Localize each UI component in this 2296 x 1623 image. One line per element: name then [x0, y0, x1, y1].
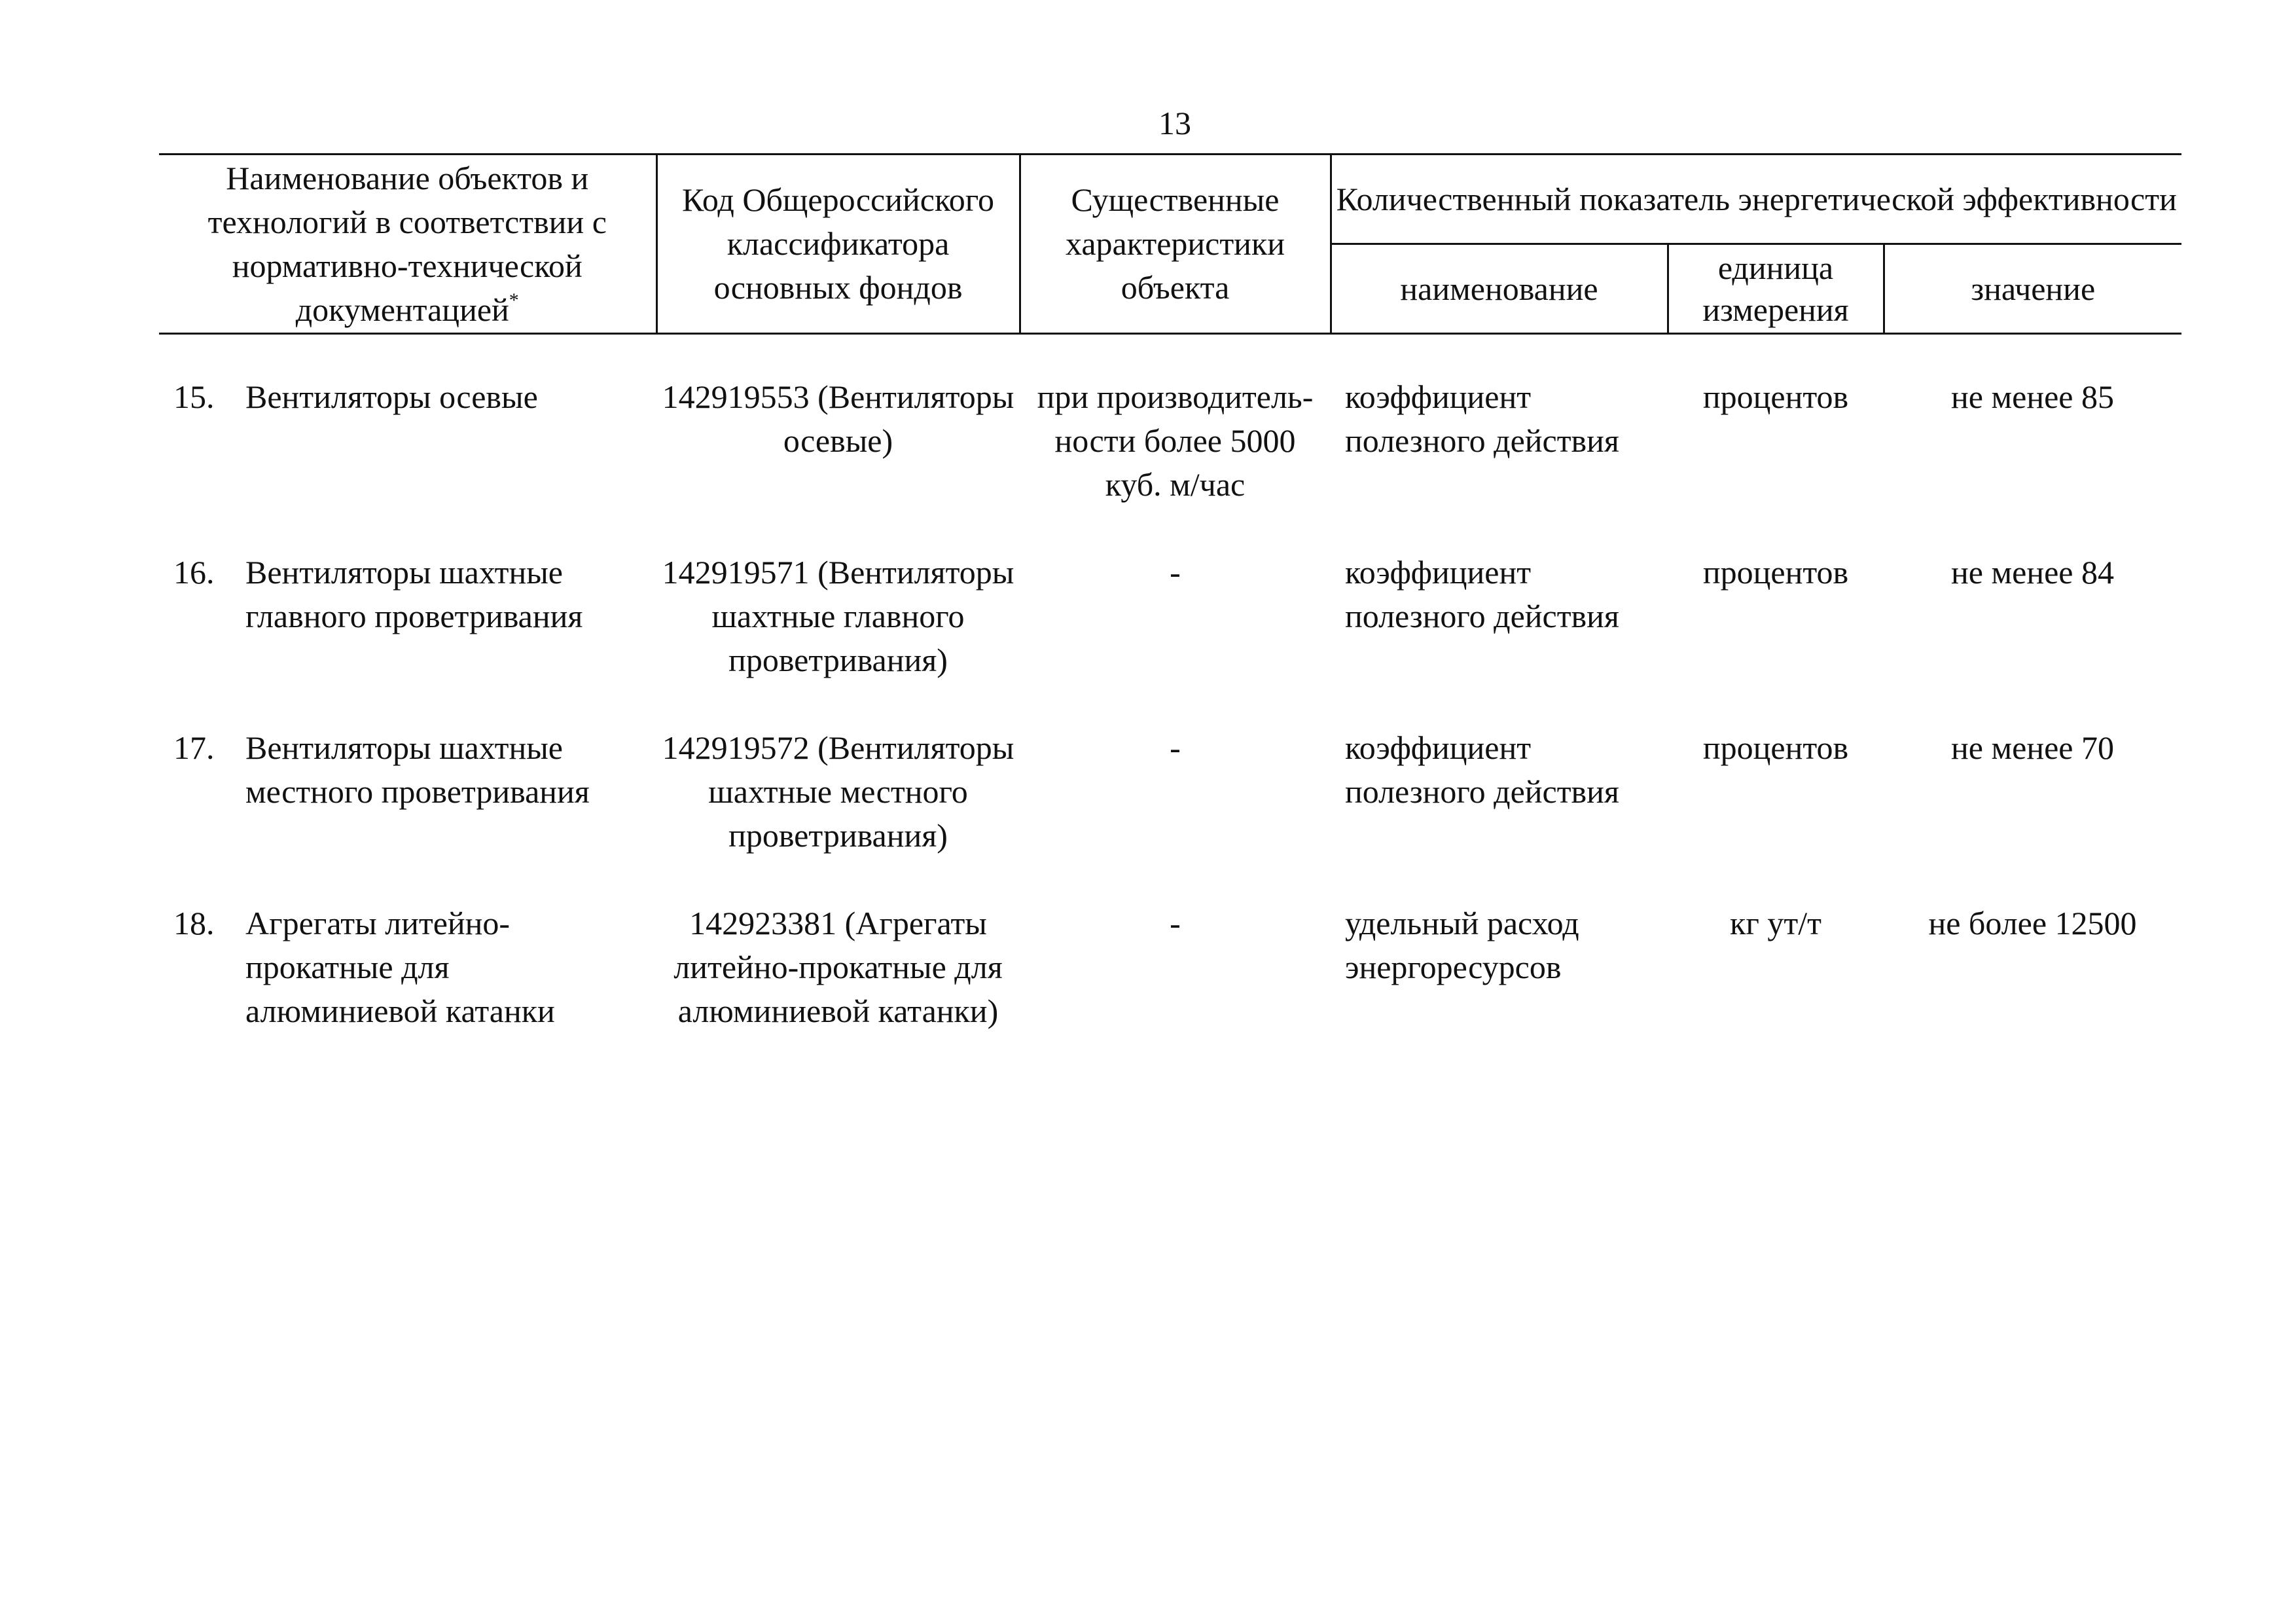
row-value: не более 12500 — [1928, 905, 2137, 941]
header-characteristics: Существенные характеристики объекта — [1020, 155, 1331, 334]
row-name-text: Агрегаты литейно-прокатные для алюминиевой катанки — [245, 905, 555, 1029]
row-name-text: Вентиляторы осевые — [245, 378, 538, 415]
row-characteristics: - — [1170, 905, 1181, 941]
row-indicator: удельный расход энергоресурсов — [1345, 905, 1579, 985]
table-header — [159, 155, 2181, 334]
row-indicator: коэффициент полезного действия — [1345, 378, 1619, 459]
row-object-name — [159, 902, 656, 1033]
header-value: значение — [1884, 244, 2181, 334]
row-object-name — [159, 726, 656, 858]
row-unit: процентов — [1702, 378, 1849, 415]
row-indicator: коэффициент полезного действия — [1345, 729, 1619, 810]
header-objects-name: Наименование объектов и технологий в соответствии с нормативно-технической документацией* — [159, 155, 656, 334]
row-unit: кг ут/т — [1730, 905, 1821, 941]
header-indicator-name: наименование — [1331, 244, 1668, 334]
table-row — [159, 902, 2181, 1033]
row-number: 16. — [173, 554, 215, 591]
table-row — [159, 726, 2181, 858]
table-row — [159, 551, 2181, 682]
row-code: 142919553 (Вентиляторы осевые) — [662, 378, 1014, 459]
row-unit: процентов — [1702, 554, 1849, 591]
row-object-name — [159, 375, 656, 507]
row-name-text: Вентиляторы шахтные главного проветривания — [245, 554, 583, 634]
row-characteristics: - — [1170, 729, 1181, 766]
row-indicator: коэффициент полезного действия — [1345, 554, 1619, 634]
efficiency-table — [159, 153, 2181, 1033]
row-object-name — [159, 551, 656, 682]
row-number: 15. — [173, 378, 215, 415]
row-name-text: Вентиляторы шахтные местного проветривания — [245, 729, 590, 810]
header-unit: единица измерения — [1668, 244, 1884, 334]
row-value: не менее 84 — [1951, 554, 2114, 591]
row-characteristics: при производитель-ности более 5000 куб. м/час — [1037, 378, 1314, 503]
page-number: 13 — [1158, 105, 1191, 141]
row-characteristics: - — [1170, 554, 1181, 591]
footnote-mark: * — [509, 289, 519, 311]
header-okof-code: Код Общероссийского классификатора основных фондов — [656, 155, 1020, 334]
row-code: 142919572 (Вентиляторы шахтные местного проветривания) — [662, 729, 1014, 854]
header-efficiency-indicator: Количественный показатель энергетической эффективности — [1331, 155, 2181, 244]
row-code: 142919571 (Вентиляторы шахтные главного проветривания) — [662, 554, 1014, 678]
table-body — [159, 334, 2181, 1034]
row-value: не менее 70 — [1951, 729, 2114, 766]
table-row — [159, 375, 2181, 507]
row-number: 18. — [173, 905, 215, 941]
row-number: 17. — [173, 729, 215, 766]
row-unit: процентов — [1702, 729, 1849, 766]
row-code: 142923381 (Агрегаты литейно-прокатные для алюминиевой катанки) — [673, 905, 1003, 1029]
row-value: не менее 85 — [1951, 378, 2114, 415]
